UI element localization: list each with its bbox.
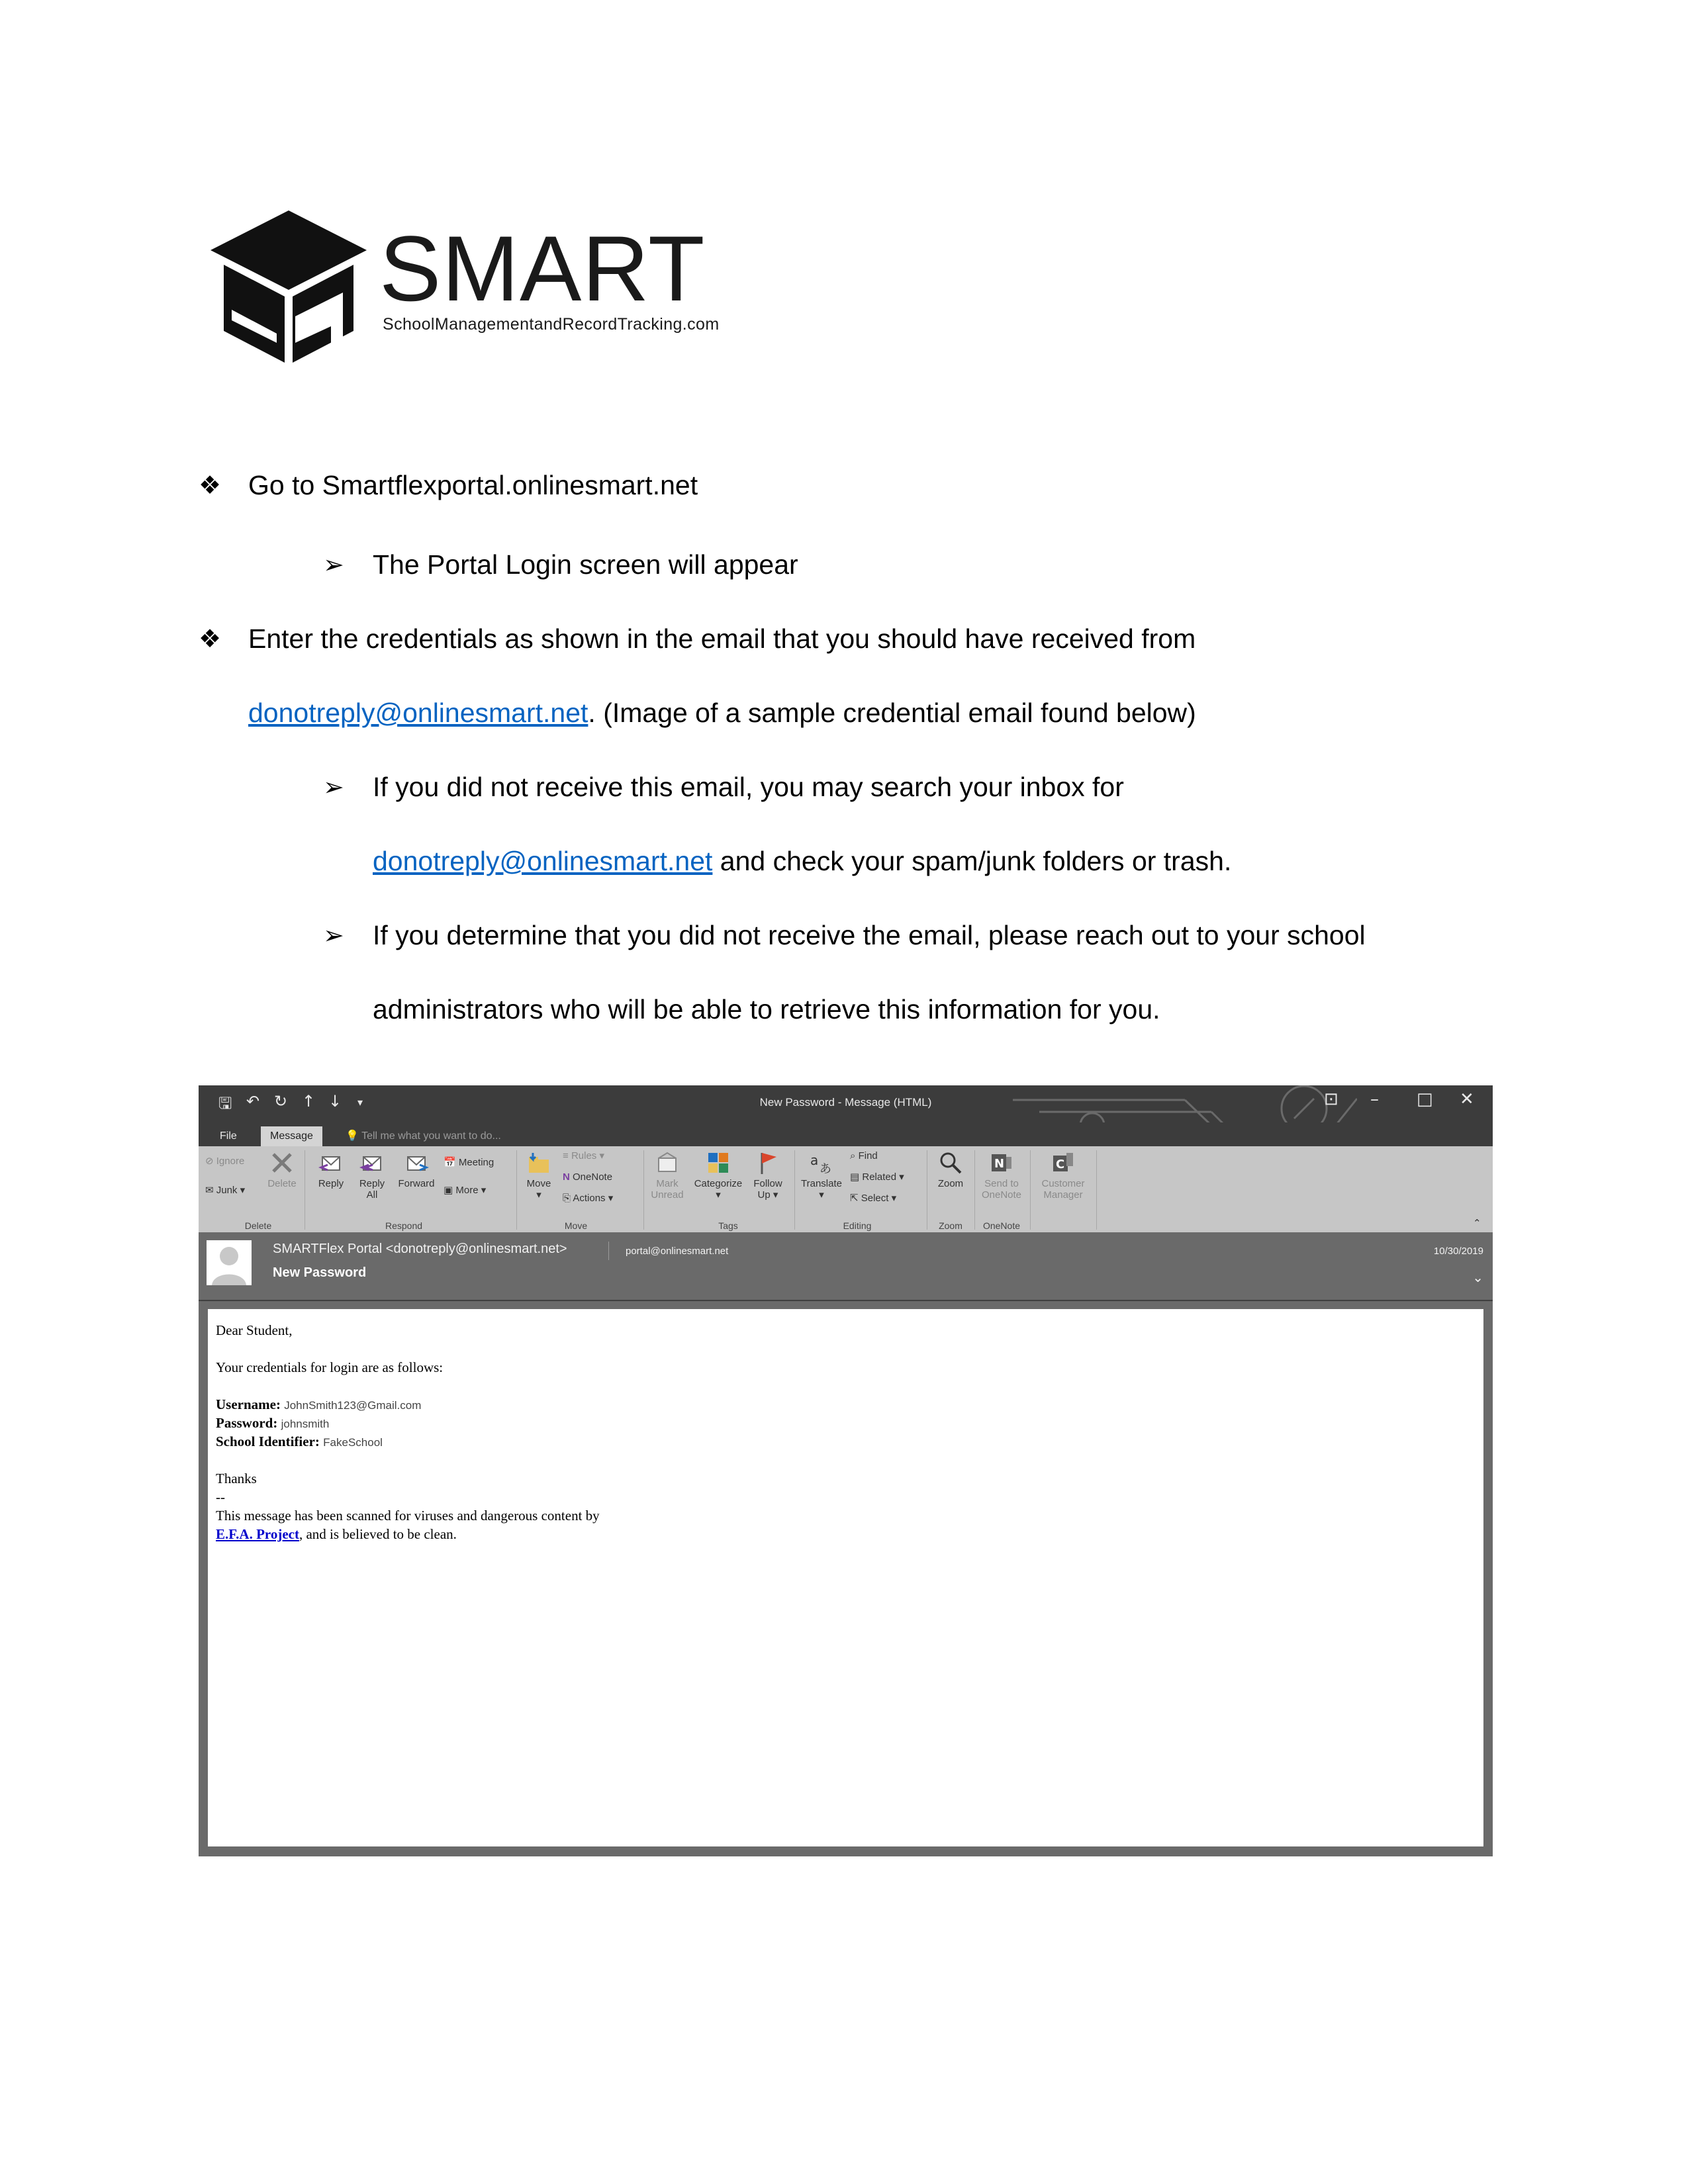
tab-message[interactable]: Message: [261, 1126, 322, 1146]
title-bar: [199, 1085, 1493, 1122]
actions-icon: ⎘: [563, 1193, 571, 1204]
move-button[interactable]: Move ▾: [520, 1150, 557, 1201]
related-button[interactable]: ▤ Related ▾: [850, 1171, 904, 1183]
group-delete-label: Delete: [244, 1220, 272, 1231]
instruction-contact-admin: If you determine that you did not receive the email, please reach out to your school: [373, 920, 1366, 950]
send-to-onenote-button[interactable]: N Send to OneNote: [977, 1150, 1026, 1201]
categorize-icon: [706, 1150, 731, 1175]
graduation-cap-icon: [211, 210, 373, 364]
greeting: Dear Student,: [216, 1322, 293, 1338]
magnifier-icon: [938, 1150, 963, 1175]
tell-me-search[interactable]: 💡 Tell me what you want to do...: [346, 1130, 501, 1142]
group-move-label: Move: [564, 1220, 588, 1231]
find-button[interactable]: ⌕ Find: [850, 1150, 878, 1161]
redo-icon[interactable]: ↻: [274, 1092, 288, 1111]
instruction-contact-admin-line2: administrators who will be able to retrieve this information for you.: [373, 994, 1160, 1024]
up-arrow-icon[interactable]: ↑: [302, 1092, 316, 1111]
instruction-go-to: Go to Smartflexportal.onlinesmart.net: [248, 470, 698, 500]
avatar: [207, 1240, 252, 1285]
more-icon: ▣: [444, 1185, 453, 1196]
move-folder-icon: [526, 1150, 551, 1175]
onenote-move-button[interactable]: N OneNote: [563, 1171, 613, 1183]
customize-toolbar-icon[interactable]: ▾: [357, 1096, 363, 1109]
message-body: [208, 1309, 1483, 1846]
select-button[interactable]: ⇱ Select ▾: [850, 1193, 897, 1204]
ignore-button[interactable]: ⊘ Ignore: [205, 1156, 245, 1167]
logo-tagline: SchoolManagementandRecordTracking.com: [383, 315, 720, 334]
find-icon: ⌕: [850, 1150, 856, 1161]
arrow-bullet-icon: ➢: [323, 921, 344, 950]
reply-all-icon: [359, 1150, 385, 1175]
rules-icon: ≡: [563, 1150, 569, 1161]
save-icon[interactable]: 🖫: [218, 1094, 232, 1113]
header-divider: [608, 1242, 609, 1260]
down-arrow-icon[interactable]: ↓: [328, 1092, 342, 1111]
categorize-button[interactable]: Categorize ▾: [690, 1150, 747, 1201]
more-respond-button[interactable]: ▣ More ▾: [444, 1185, 487, 1196]
window-title: New Password - Message (HTML): [759, 1096, 932, 1109]
group-zoom-label: Zoom: [939, 1220, 962, 1231]
group-divider: [516, 1150, 517, 1230]
expand-header-icon[interactable]: ⌄: [1472, 1271, 1483, 1285]
group-divider: [794, 1150, 795, 1230]
outlook-message-window: [199, 1085, 1493, 1856]
instruction-login-screen: The Portal Login screen will appear: [373, 549, 798, 580]
ribbon-display-options-icon[interactable]: ⊡: [1324, 1089, 1338, 1109]
reply-icon: [318, 1150, 344, 1175]
signature-dash: --: [216, 1489, 225, 1505]
undo-icon[interactable]: ↶: [246, 1092, 260, 1111]
group-onenote-label: OneNote: [982, 1220, 1021, 1231]
meeting-button[interactable]: 📅 Meeting: [444, 1157, 494, 1168]
instruction-enter-credentials: Enter the credentials as shown in the email that you should have received from: [248, 623, 1196, 654]
group-respond-label: Respond: [385, 1220, 423, 1231]
group-editing-label: Editing: [843, 1220, 872, 1231]
ribbon-tab-bar: [199, 1122, 1493, 1146]
maximize-icon[interactable]: □: [1417, 1089, 1433, 1109]
scan-notice: This message has been scanned for viruses and dangerous content by: [216, 1508, 600, 1524]
customer-manager-button[interactable]: C Customer Manager: [1035, 1150, 1091, 1201]
reply-all-button[interactable]: Reply All: [352, 1150, 392, 1201]
group-divider: [974, 1150, 975, 1230]
close-icon[interactable]: ✕: [1460, 1089, 1474, 1109]
smart-logo: [211, 210, 720, 369]
svg-text:C: C: [1056, 1158, 1065, 1171]
forward-icon: [404, 1150, 429, 1175]
instruction-search-inbox: If you did not receive this email, you may search your inbox for: [373, 772, 1124, 802]
collapse-ribbon-icon[interactable]: ⌃: [1473, 1218, 1481, 1229]
subject: New Password: [273, 1265, 367, 1280]
junk-icon: ✉: [205, 1185, 214, 1196]
lightbulb-icon: 💡: [346, 1130, 359, 1142]
onenote-icon: N: [563, 1171, 570, 1183]
arrow-bullet-icon: ➢: [323, 550, 344, 579]
password-row: Password: johnsmith: [216, 1415, 330, 1431]
delete-x-icon: [269, 1150, 295, 1175]
svg-text:a: a: [810, 1152, 819, 1168]
instruction-search-inbox-line2: donotreply@onlinesmart.net and check your spam/junk folders or trash.: [373, 846, 1232, 876]
translate-icon: [809, 1150, 834, 1175]
svg-text:あ: あ: [820, 1162, 831, 1175]
username-value: JohnSmith123@Gmail.com: [284, 1399, 422, 1412]
group-divider: [1030, 1150, 1031, 1230]
follow-up-button[interactable]: Follow Up ▾: [748, 1150, 788, 1201]
mark-unread-icon: [655, 1150, 680, 1175]
scan-notice-line2: E.F.A. Project, and is believed to be clean.: [216, 1526, 457, 1542]
reply-button[interactable]: Reply: [311, 1150, 351, 1189]
actions-button[interactable]: ⎘ Actions ▾: [563, 1193, 614, 1204]
onenote-icon: [989, 1150, 1014, 1175]
group-divider: [1096, 1150, 1097, 1230]
related-icon: ▤: [850, 1171, 860, 1183]
ignore-icon: ⊘: [205, 1156, 214, 1167]
calendar-icon: 📅: [444, 1157, 456, 1168]
message-header: [199, 1232, 1493, 1304]
intro-text: Your credentials for login are as follows:: [216, 1359, 444, 1375]
donotreply-email-link[interactable]: donotreply@onlinesmart.net: [248, 698, 588, 728]
minimize-icon[interactable]: –: [1370, 1089, 1379, 1109]
forward-button[interactable]: Forward: [393, 1150, 440, 1189]
junk-button[interactable]: ✉ Junk ▾: [205, 1185, 246, 1196]
arrow-bullet-icon: ➢: [323, 772, 344, 801]
logo-wordmark: SMART: [379, 216, 706, 320]
translate-button[interactable]: a あ Translate ▾: [798, 1150, 845, 1201]
username-row: Username: JohnSmith123@Gmail.com: [216, 1396, 422, 1412]
person-icon: [207, 1240, 252, 1285]
customer-manager-icon: [1051, 1150, 1076, 1175]
flag-icon: [755, 1150, 780, 1175]
zoom-button[interactable]: Zoom: [931, 1150, 970, 1189]
ribbon: [199, 1146, 1493, 1233]
group-tags-label: Tags: [718, 1220, 738, 1231]
diamond-bullet-icon: ❖: [199, 624, 222, 653]
delete-button[interactable]: Delete: [263, 1150, 301, 1189]
school-identifier-row: School Identifier: FakeSchool: [216, 1433, 383, 1449]
instruction-enter-credentials-line2: donotreply@onlinesmart.net. (Image of a sample credential email found below): [248, 698, 1196, 728]
diamond-bullet-icon: ❖: [199, 471, 222, 500]
message-date: 10/30/2019: [1433, 1246, 1483, 1257]
mark-unread-button[interactable]: Mark Unread: [647, 1150, 687, 1201]
header-rule: [199, 1300, 1493, 1301]
tab-file[interactable]: File: [220, 1130, 237, 1142]
thanks-text: Thanks: [216, 1471, 257, 1486]
recipient: portal@onlinesmart.net: [626, 1246, 729, 1257]
svg-text:N: N: [994, 1157, 1005, 1171]
sender: SMARTFlex Portal <donotreply@onlinesmart.net>: [273, 1242, 567, 1256]
group-divider: [643, 1150, 644, 1230]
donotreply-email-link[interactable]: donotreply@onlinesmart.net: [373, 846, 713, 876]
password-value: johnsmith: [281, 1418, 330, 1430]
efa-project-link[interactable]: E.F.A. Project: [216, 1526, 299, 1542]
school-identifier-value: FakeSchool: [323, 1436, 383, 1449]
rules-button[interactable]: ≡ Rules ▾: [563, 1150, 604, 1161]
select-icon: ⇱: [850, 1193, 859, 1204]
